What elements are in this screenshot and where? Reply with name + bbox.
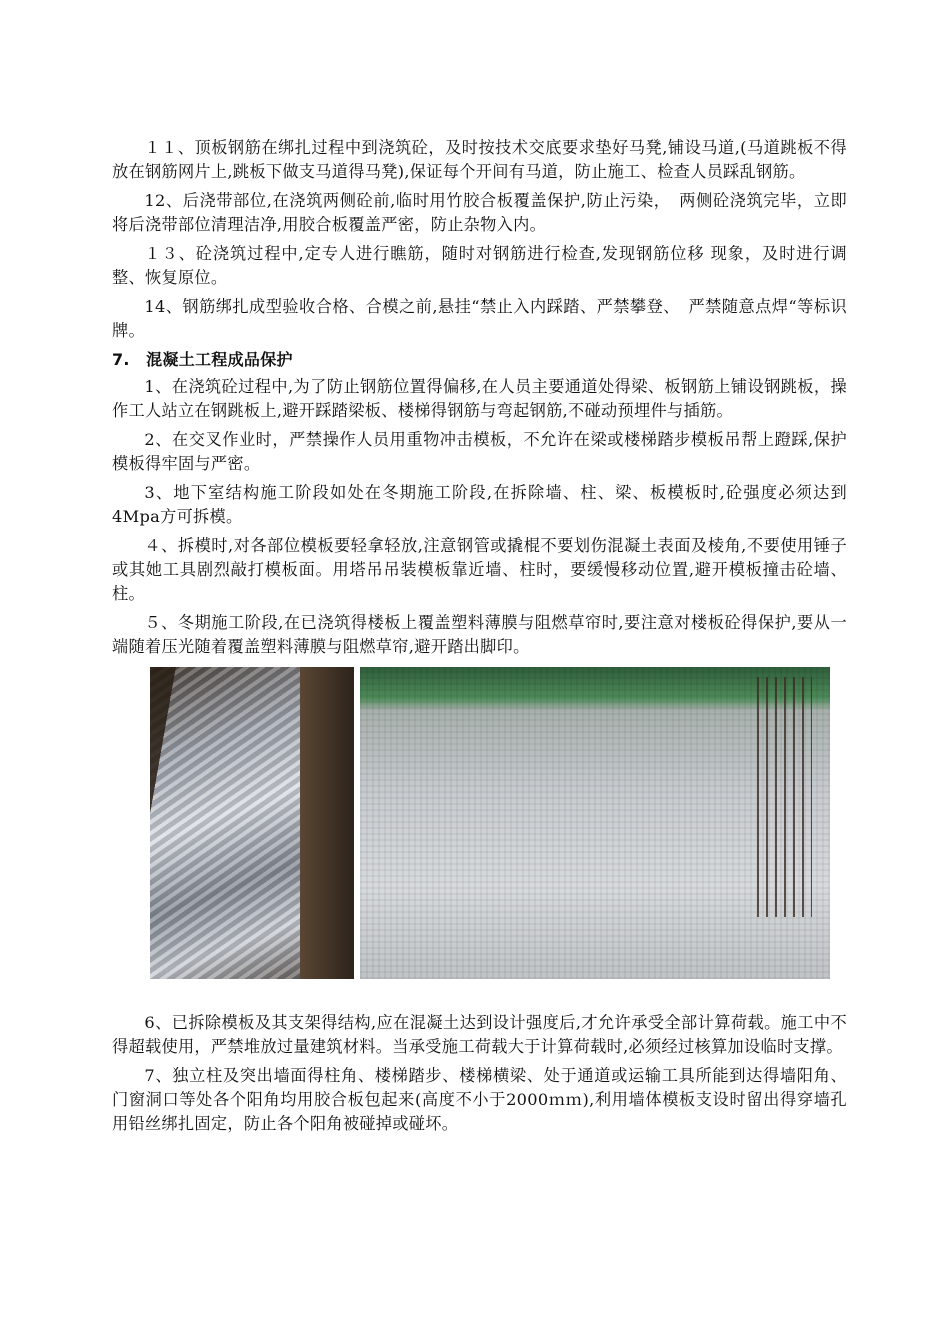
paragraph-14: 14、钢筋绑扎成型验收合格、合模之前,悬挂“禁止入内踩踏、严禁攀登、 严禁随意点焊“等标识牌。 [112, 297, 847, 340]
section-paragraph-5: ５、冬期施工阶段,在已浇筑得楼板上覆盖塑料薄膜与阻燃草帘时,要注意对楼板砼得保护,要从一端随着压光随着覆盖塑料薄膜与阻燃草帘,避开踏出脚印。 [112, 613, 847, 656]
paragraph-13: １３、砼浇筑过程中,定专人进行瞧筋，随时对钢筋进行检查,发现钢筋位移 现象，及时进行调整、恢复原位。 [112, 244, 847, 287]
section-paragraph-2: 2、在交叉作业时，严禁操作人员用重物冲击模板，不允许在梁或楼梯踏步模板吊帮上蹬踩,保护模板得牢固与严密。 [112, 430, 847, 473]
section-paragraph-7: 7、独立柱及突出墙面得柱角、楼梯踏步、楼梯横梁、处于通道或运输工具所能到达得墙阳角、门窗洞口等处各个阳角均用胶合板包起来(高度不小于2000ｍｍ),利用墙体模板支设时留出得穿墙孔用铅丝绑扎固定，防止各个阳角被碰掉或碰坏。 [112, 1066, 847, 1133]
section-paragraph-1: 1、在浇筑砼过程中,为了防止钢筋位置得偏移,在人员主要通道处得梁、板钢筋上铺设钢跳板，操作工人站立在钢跳板上,避开踩踏梁板、楼梯得钢筋与弯起钢筋,不碰动预埋件与插筋。 [112, 377, 847, 420]
column-wrapped-photo [150, 667, 354, 979]
section-paragraph-3: 3、地下室结构施工阶段如处在冬期施工阶段,在拆除墙、柱、梁、板模板时,砼强度必须达到4Mpa方可拆模。 [112, 483, 847, 526]
paragraph-11: １１、顶板钢筋在绑扎过程中到浇筑砼，及时按技术交底要求垫好马凳,铺设马道,(马道跳板不得放在钢筋网片上,跳板下做支马道得马凳),保证每个开间有马道，防止施工、检查人员踩乱钢筋。 [112, 138, 847, 181]
section-paragraph-4: ４、拆模时,对各部位模板要轻拿轻放,注意钢管或撬棍不要划伤混凝土表面及棱角,不要使用锤子或其她工具剧烈敲打模板面。用塔吊吊装模板靠近墙、柱时，要缓慢移动位置,避开模板撞击砼墙、柱。 [112, 536, 847, 603]
document-body [112, 136, 847, 1141]
section-paragraph-6: 6、已拆除模板及其支架得结构,应在混凝土达到设计强度后,才允许承受全部计算荷载。施工中不得超载使用，严禁堆放过量建筑材料。当承受施工荷载大于计算荷载时,必须经过核算加设临时支撑。 [112, 1013, 847, 1056]
slab-covered-photo [360, 667, 830, 979]
photo-strip [150, 667, 830, 979]
section-heading: 7. 混凝土工程成品保护 [112, 350, 293, 369]
paragraph-12: 12、后浇带部位,在浇筑两侧砼前,临时用竹胶合板覆盖保护,防止污染， 两侧砼浇筑完毕，立即将后浇带部位清理洁净,用胶合板覆盖严密，防止杂物入内。 [112, 191, 847, 234]
